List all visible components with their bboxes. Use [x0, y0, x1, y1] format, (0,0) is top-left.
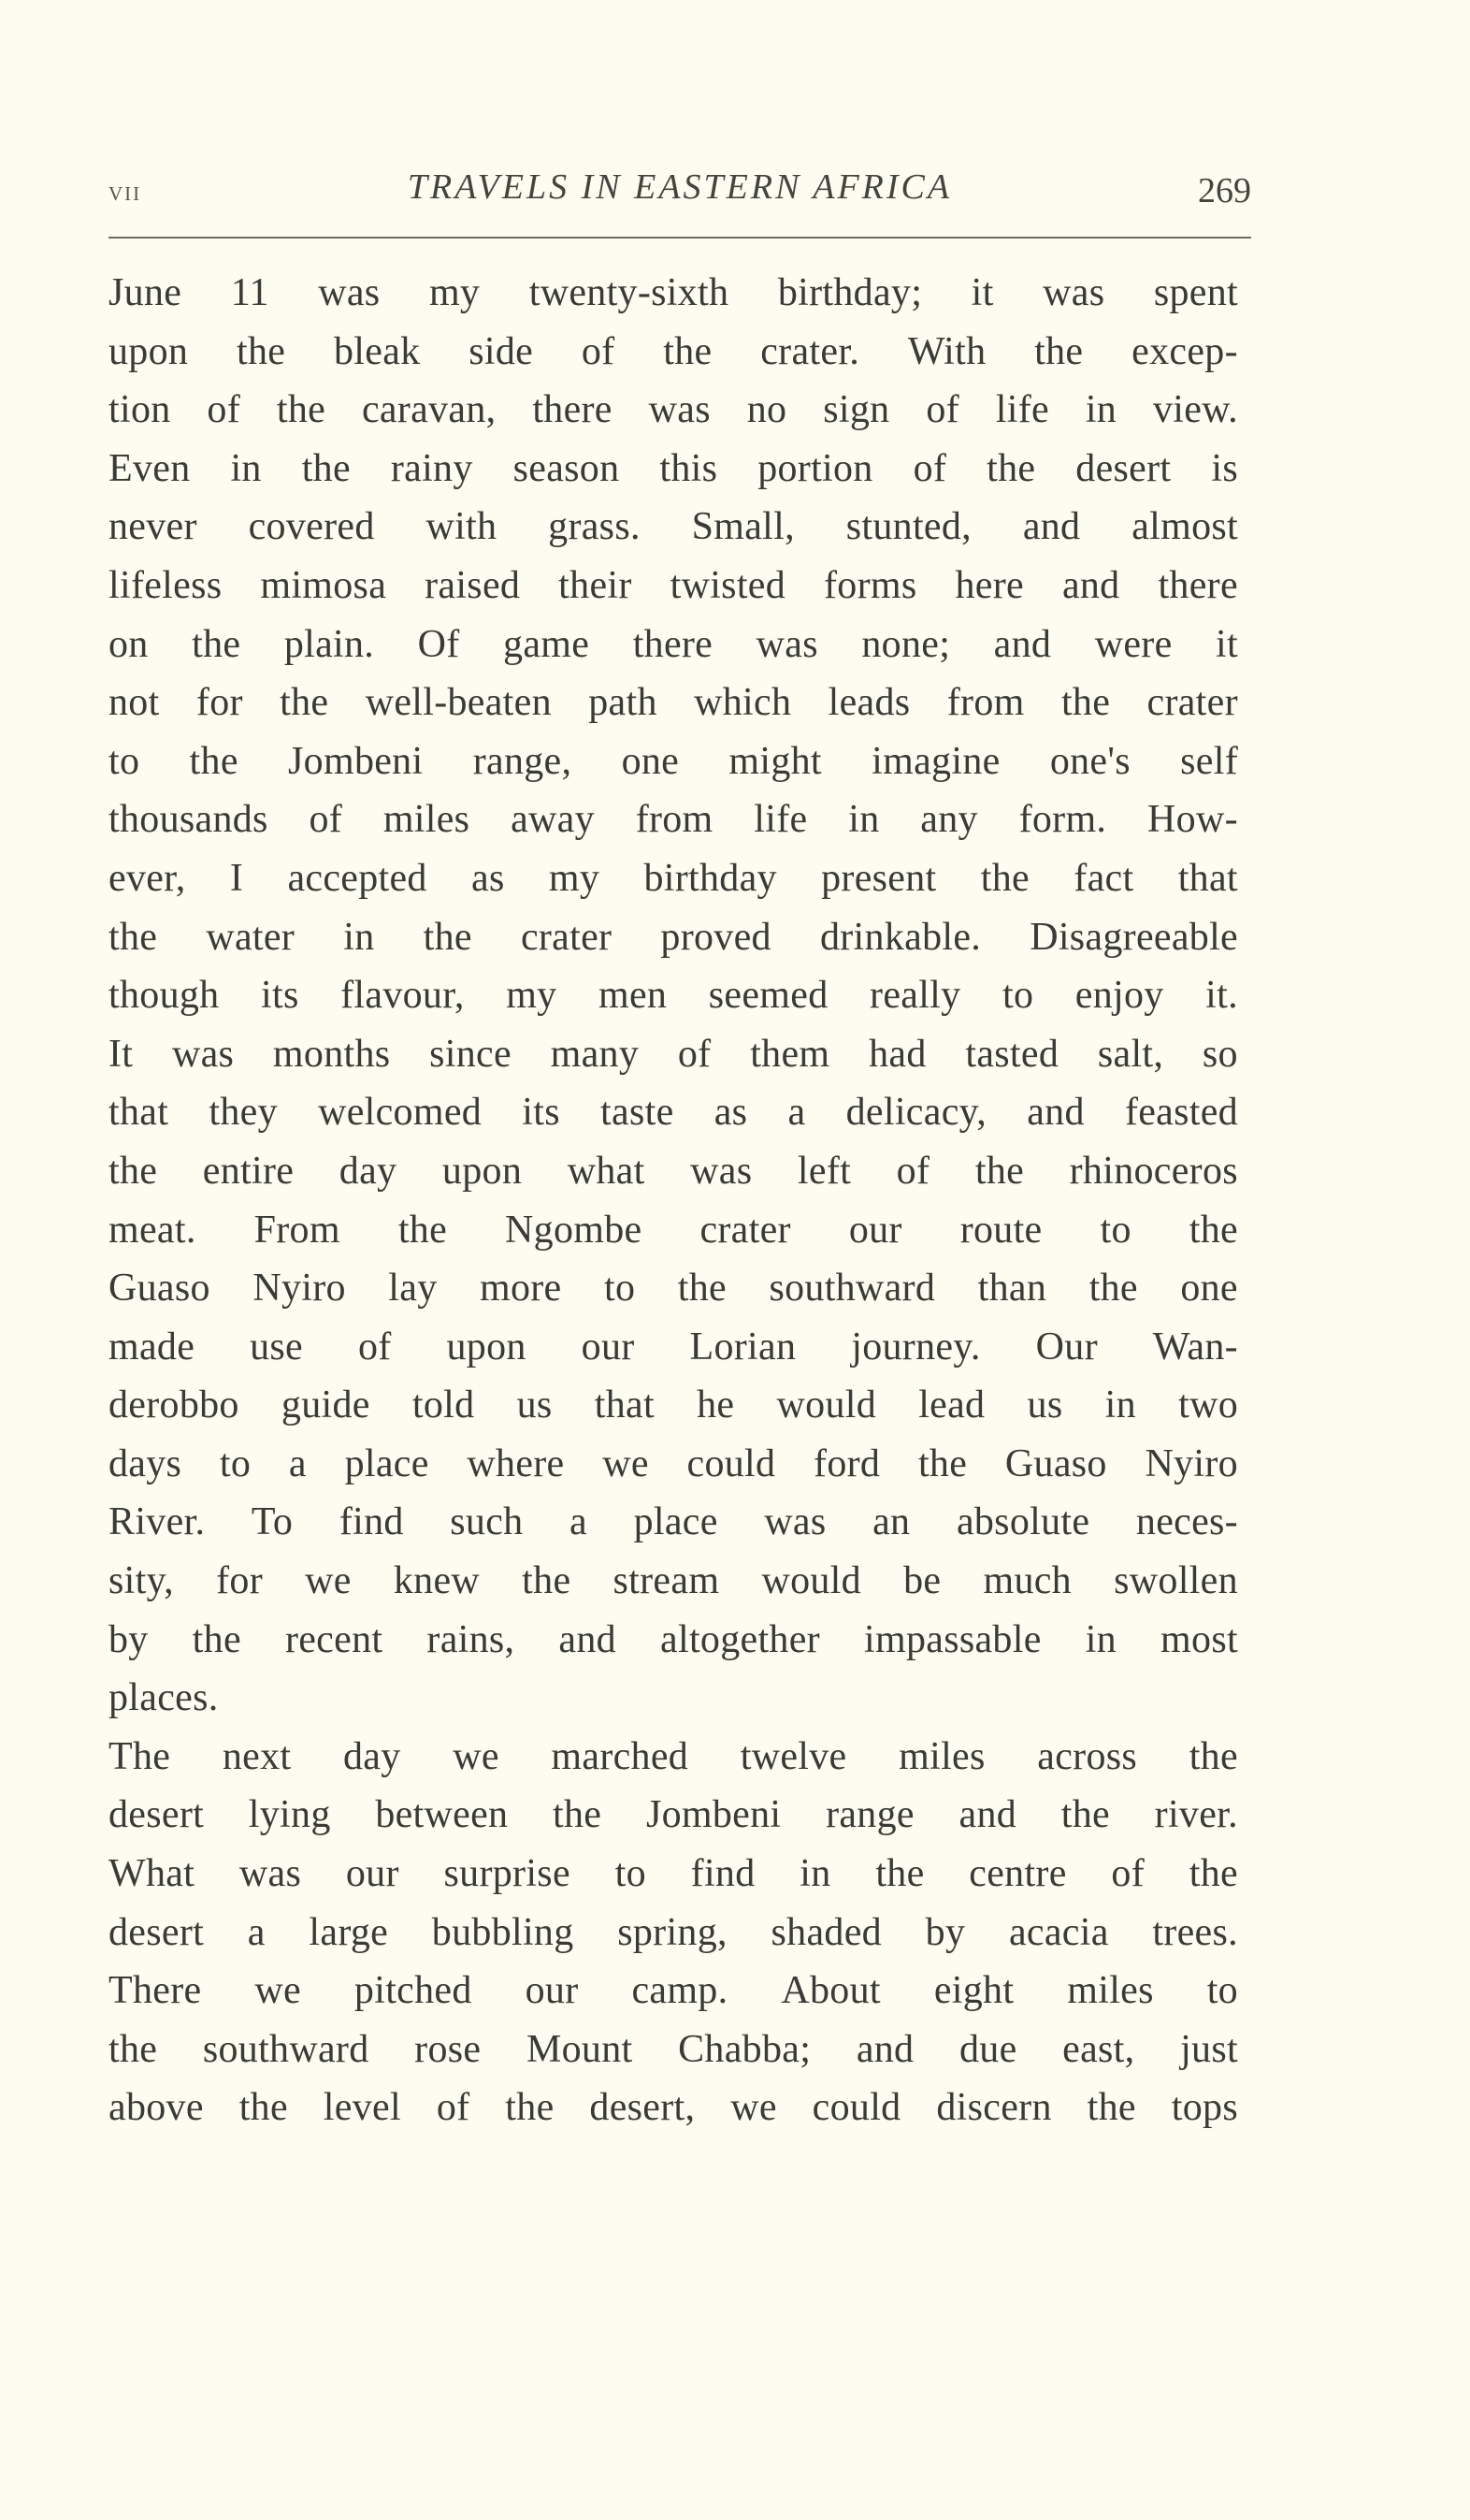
text-line: never covered with grass. Small, stunted, and almost [108, 505, 1238, 549]
text-line: the water in the crater proved drinkable. Disagreeable [108, 915, 1238, 959]
text-line: sity, for we knew the stream would be much swollen [108, 1559, 1238, 1603]
text-line: Even in the rainy season this portion of the desert is [108, 446, 1238, 490]
text-line: thousands of miles away from life in any form. How- [108, 798, 1238, 842]
text-line: There we pitched our camp. About eight miles to [108, 1969, 1238, 2013]
page-number: 269 [1198, 171, 1251, 210]
text-line: It was months since many of them had tasted salt, so [108, 1032, 1238, 1076]
text-line: the entire day upon what was left of the rhinoceros [108, 1149, 1238, 1193]
text-line: ever, I accepted as my birthday present the fact that [108, 856, 1238, 900]
body-text [108, 264, 1238, 2137]
text-line: though its flavour, my men seemed really to enjoy it. [108, 974, 1238, 1018]
text-line: by the recent rains, and altogether impassable in most [108, 1617, 1238, 1661]
text-line: What was our surprise to find in the centre of the [108, 1852, 1238, 1896]
chapter-number: vii [108, 176, 142, 207]
text-line: not for the well-beaten path which leads from the crater [108, 681, 1238, 725]
text-line: that they welcomed its taste as a delicacy, and feasted [108, 1091, 1238, 1135]
text-line: tion of the caravan, there was no sign of life in view. [108, 388, 1238, 432]
text-line: days to a place where we could ford the Guaso Nyiro [108, 1441, 1238, 1485]
text-line: made use of upon our Lorian journey. Our Wan- [108, 1325, 1238, 1369]
text-line: upon the bleak side of the crater. With the excep- [108, 329, 1238, 373]
text-line: desert lying between the Jombeni range and the river. [108, 1793, 1238, 1837]
text-line: June 11 was my twenty-sixth birthday; it was spent [108, 271, 1238, 314]
text-line: to the Jombeni range, one might imagine one's self [108, 739, 1238, 783]
text-line: The next day we marched twelve miles across the [108, 1734, 1238, 1778]
text-line: on the plain. Of game there was none; and were it [108, 622, 1238, 666]
running-title: TRAVELS IN EASTERN AFRICA [407, 167, 953, 207]
text-line: derobbo guide told us that he would lead us in two [108, 1383, 1238, 1427]
running-head [108, 167, 1251, 226]
text-line: desert a large bubbling spring, shaded by acacia trees. [108, 1910, 1238, 1954]
header-rule [108, 237, 1251, 239]
text-line: lifeless mimosa raised their twisted forms here and there [108, 563, 1238, 607]
text-line: the southward rose Mount Chabba; and due east, just [108, 2027, 1238, 2071]
text-line: places. [108, 1676, 219, 1720]
text-line: River. To find such a place was an absolute neces- [108, 1500, 1238, 1544]
text-line: above the level of the desert, we could discern the tops [108, 2086, 1238, 2130]
text-line: meat. From the Ngombe crater our route to the [108, 1208, 1238, 1252]
text-line: Guaso Nyiro lay more to the southward than the one [108, 1267, 1238, 1311]
